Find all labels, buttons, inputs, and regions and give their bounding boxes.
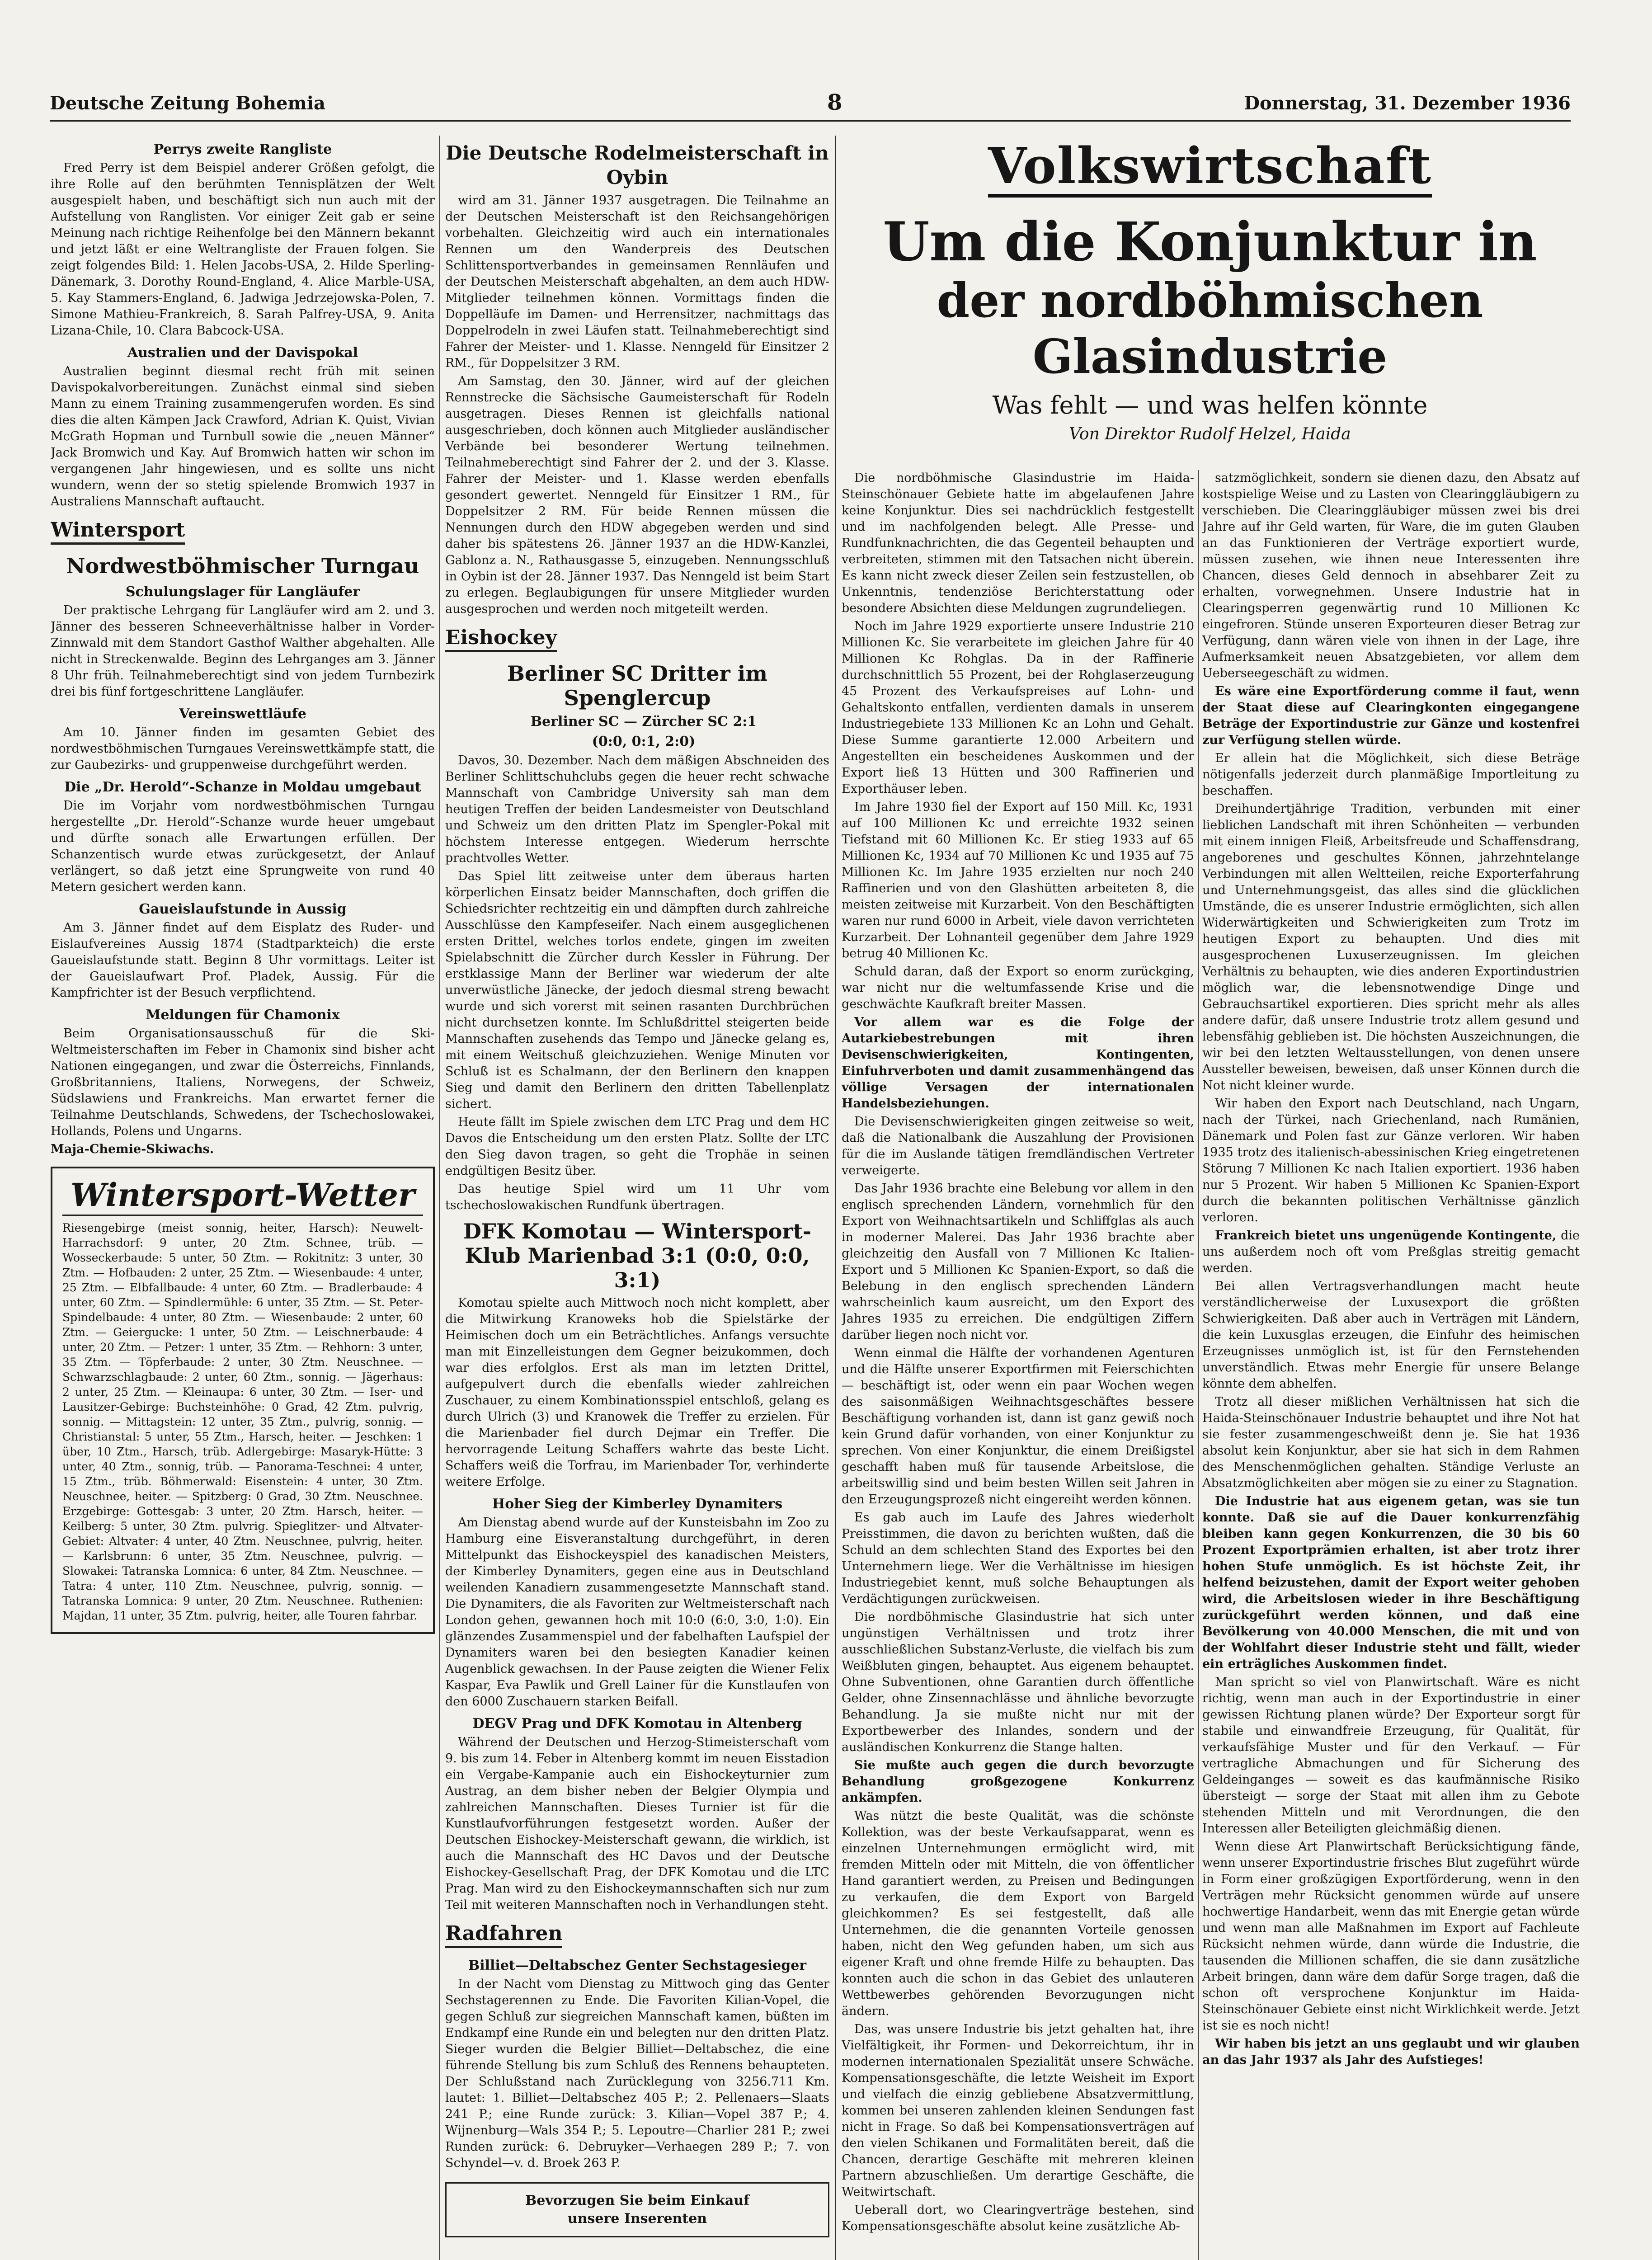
article-text: Er allein hat die Möglichkeit, sich diese Beträge nötigenfalls jederzeit durch planmäßige Importleitung zu beschaffen. <box>1202 751 1580 798</box>
article-text-bold: Vor allem war es die Folge der Autarkiebestrebungen mit ihren Devisenschwierigkeiten, Kontingenten, Einfuhrverboten und damit zusammenhängend das völlige Versagen der internationalen Handelsbeziehungen. <box>842 1015 1194 1111</box>
article-text: Das heutige Spiel wird um 11 Uhr vom tschechoslowakischen Rundfunk übertragen. <box>445 1182 829 1212</box>
article-heading: Gaueislaufstunde in Aussig <box>139 901 347 917</box>
section-heading-radfahren: Radfahren <box>445 1921 562 1948</box>
article-subheading: Billiet—Deltabschez Genter Sechstagesieger <box>468 1958 807 1973</box>
article-text: Es gab auch im Laufe des Jahres wiederholt Preisstimmen, die davon zu berichten wußten, daß die Schuld an dem schlechten Stand des Exportes bei den Unternehmern liege. Wer die Verhältnisse im hiesigen Industriegebiet kennt, muß solche Behauptungen als Verdächtigungen zurückweisen. <box>842 1511 1194 1606</box>
article-text: Wenn diese Art Planwirtschaft Berücksichtigung fände, wenn unserer Exportindustrie frisches Blut zugeführt würde in Form einer großzügigen Exportförderung, wenn in den Verträgen mehr Rücksicht genommen würde auf unsere hochwertige Handarbeit, wenn das mit Energie getan würde und wenn man alle Maßnahmen im Export auf Fachleute Rücksicht nehmen würde, dann würde die Industrie, die tausenden die Millionen schaffen, die sie dann zusätzliche Arbeit bringen, dann wäre dem dafür Sorge tragen, daß die schon oft versprochene Konjunktur im Haida-Steinschönauer Gebiete einst nicht Wirklichkeit werde. Jetzt ist sie es noch nicht! <box>1202 1840 1580 2033</box>
article-text: Das, was unsere Industrie bis jetzt gehalten hat, ihre Vielfältigkeit, ihr Formen- und Dekorreichtum, ihr in modernen internationalen Spezialität unsere Schwäche. Kompensationsgeschäfte, die letzte Weisheit im Export und vielfach die einzig gebliebene Absatzvermittlung, kommen bei unseren zahlenden kleinen Sendungen fast nicht in Frage. So daß bei Kompensationsverträgen auf den vielen Schikanen und Formalitäten bereit, daß die Chancen, derartige Geschäfte mit mehreren kleinen Partnern abzuschließen. Um derartige Geschäfte, die Weitwirtschaft. <box>842 2022 1194 2199</box>
article-text: Davos, 30. Dezember. Nach dem mäßigen Abschneiden des Berliner Schlittschuhclubs gegen die heuer recht schwache Mannschaft von Cambridge University sah man dem heutigen Treffen der beiden Landesmeister von Deutschland und Schweiz um den dritten Platz im Spengler-Pokal mit höchstem Interesse entgegen. Wiederum herrschte prachtvolles Wetter. <box>445 753 829 865</box>
article-text: Ueberall dort, wo Clearingverträge bestehen, sind Kompensationsgeschäfte absolut keine zusätzliche Ab- <box>842 2203 1194 2233</box>
column-rule <box>835 136 836 2260</box>
article-heading: Hoher Sieg der Kimberley Dynamiters <box>492 1496 783 1512</box>
article-text: wird am 31. Jänner 1937 ausgetragen. Die Teilnahme an der Deutschen Meisterschaft ist den Reichsangehörigen vorbehalten. Gleichzeitig wird auch ein internationales Rennen um den Wanderpreis des Deutschen Schlittensportverbandes in gemeinsamen Rennläufen und der Deutschen Meisterschaft abgehalten, an dem auch HDW-Mitglieder teilnehmen können. Vormittags finden die Doppelläufe im Damen- und Herrensitzer, nachmittags das Doppelrodeln in zwei Läufen statt. Teilnahmeberechtigt sind Fahrer der Meister- und 1. Klasse. Nenngeld für Einsitzer 2 RM., für Doppelsitzer 3 RM. <box>445 193 829 370</box>
newspaper-name: Deutsche Zeitung Bohemia <box>50 93 325 114</box>
article-text: Die nordböhmische Glasindustrie hat sich unter ungünstigen Verhältnissen und trotz ihrer ausschließlichen Substanz-Verluste, die vielfach bis zum Weißbluten gingen, behauptet. Aus eigenem behauptet. Ohne Subventionen, ohne Garantien durch öffentliche Gelder, ohne Zinsennachlässe und ähnliche bevorzugte Behandlung. Ja sie mußte nicht nur mit der Exportbewerber des Inlandes, sondern und der ausländischen Konkurrenz die Stange halten. <box>842 1610 1194 1754</box>
article-closing-bold: Wir haben bis jetzt an uns geglaubt und wir glauben an das Jahr 1937 als Jahr des Aufstieges! <box>1202 2037 1580 2067</box>
article-text: Das Spiel litt zeitweise unter dem überaus harten körperlichen Einsatz beider Mannschaften, doch griffen die Schiedsrichter rechtzeitig ein und dämpften durch zahlreiche Ausschlüsse den Kampfeseifer. Nach einem ausgeglichenen ersten Drittel, welches torlos endete, gingen im zweiten Spielabschnitt die Zürcher durch Kessler in Führung. Der erstklassige Mann der Berliner war wiederum der alte unverwüstliche Jänecke, der jedoch diesmal streng bewacht wurde und sich vorerst mit seinen rasanten Durchbrüchen nicht durchsetzen konnte. Im Schlußdrittel steigerten beide Mannschaften zusehends das Tempo und Jänecke gelang es, mit einem Weitschuß gleichzuziehen. Wenige Minuten vor Schluß ist es Schalmann, der den Berlinern den knappen Sieg und damit den Berlinern den dritten Tabellenplatz sichert. <box>445 869 829 1111</box>
article-text-bold: Es wäre eine Exportförderung comme il faut, wenn der Staat diese auf Clearingkonten eingegangene Beträge der Exportindustrie zur Gänze und kostenfrei zur Verfügung stellen würde. <box>1202 684 1580 747</box>
article-text: Der praktische Lehrgang für Langläufer wird am 2. und 3. Jänner des besseren Schneeverhältnisse halber in Vorder-Zinnwald mit dem Standort Gasthof Walther abgehalten. Alle nicht in Streckenwalde. Beginn des Lehrganges am 3. Jänner 8 Uhr früh. Teilnahmeberechtigt sind von jedem Turnbezirk drei bis fünf fortgeschrittene Langläufer. <box>51 603 435 699</box>
article-text: Man spricht so viel von Planwirtschaft. Wäre es nicht richtig, wenn man auch in der Exportindustrie in einer gewissen Richtung planen würde? Der Exporteur sorgt für stabile und einwandfreie Erzeugung, für Qualität, für verkaufsfähige Muster und für den Verkauf. — Für vertragliche Abmachungen und für Sicherung des Geldeinganges — soweit es das kaufmännische Risiko übersteigt — sorge der Staat mit allen ihm zu Gebote stehenden Mitteln und mit Verordnungen, die den Interessen aller Beteiligten gleichmäßig dienen. <box>1202 1675 1580 1836</box>
article-text: Fred Perry ist dem Beispiel anderer Größen gefolgt, die ihre Rolle auf den berühmten Tennisplätzen der Welt ausgespielt haben, und beschäftigt sich nun auch mit der Aufstellung von Ranglisten. Vor einiger Zeit gab er seine Meinung nach richtige Reihenfolge bei den Männern bekannt und jetzt läßt er eine Weltrangliste der Frauen folgen. Sie zeigt folgendes Bild: 1. Helen Jacobs-USA, 2. Hilde Sperling-Dänemark, 3. Dorothy Round-England, 4. Alice Marble-USA, 5. Kay Stammers-England, 6. Jadwiga Jedrzejowska-Polen, 7. Simone Mathieu-Frankreich, 8. Sarah Palfrey-USA, 9. Anita Lizana-Chile, 10. Clara Babcock-USA. <box>51 161 435 338</box>
economy-banner <box>842 138 1578 445</box>
article-text: Im Jahre 1930 fiel der Export auf 150 Mill. Kc, 1931 auf 100 Millionen Kc und erreichte 1932 seinen Tiefstand mit 60 Millionen Kc. Er stieg 1933 auf 65 Millionen Kc, 1934 auf 70 Millionen Kc und 1935 auf 75 Millionen Kc. Im Jahre 1935 erzielten nur noch 240 Raffinerien und von den Glashütten arbeiteten 8, die meisten zeitweise mit Kurzarbeit. Von den Beschäftigten waren nur rund 6000 in Arbeit, viele davon verrichteten Kurzarbeit. Der Lohnanteil gegenüber dem Jahre 1929 betrug 40 Millionen Kc. <box>842 800 1194 960</box>
main-headline: Um die Konjunktur in <box>883 210 1537 273</box>
article-heading: Nordwestböhmischer Turngau <box>66 554 419 578</box>
article-heading: DFK Komotau — Wintersport-Klub Marienbad 3:1 (0:0, 0:0, 3:1) <box>463 1219 811 1292</box>
column-3 <box>842 470 1194 2260</box>
article-text: In der Nacht vom Dienstag zu Mittwoch ging das Genter Sechstagerennen zu Ende. Die Favoriten Kilian-Vopel, die gegen Schluß zur siegreichen Mannschaft kamen, büßten im Endkampf eine Runde ein und belegten nur den dritten Platz. Sieger wurden die Belgier Billiet—Deltabschez, die eine führende Stellung bis zum Schluß des Rennens behaupteten. Der Schlußstand nach Zurücklegung von 3256.711 Km. lautet: 1. Billiet—Deltabschez 405 P.; 2. Pellenaers—Slaats 241 P.; eine Runde zurück: 3. Kilian—Vopel 387 P.; 4. Wijnenburg—Wals 354 P.; 5. Lepoutre—Charlier 281 P.; zwei Runden zurück: 6. Debruyker—Verhaegen 289 P.; 7. von Schyndel—v. d. Broek 263 P. <box>445 1977 829 2170</box>
column-1 <box>51 136 435 2260</box>
article-subheading: Schulungslager für Langläufer <box>125 584 360 600</box>
column-rule <box>439 136 440 2260</box>
score-detail: (0:0, 0:1, 2:0) <box>592 734 696 749</box>
article-text: Dreihundertjährige Tradition, verbunden mit einer lieblichen Landschaft mit ihren Schönheiten — verbunden mit einem innigen Fleiß, Arbeitsfreude und Schaffensdrang, angeborenes und geschultes Können, jahrzehntelange Verbindungen mit allen Weltteilen, reiche Exporterfahrung und Unternehmungsgeist, das alles sind die glücklichen Umstände, die es unserer Industrie ermöglichten, sich allen Widerwärtigkeiten und Schwierigkeiten zum Trotz im heutigen Export zu behaupten. Und dies mit ausgesprochenen Luxuserzeugnissen. Im gleichen Verhältnis zu behaupten, wie dies anderen Exportindustrien möglich war, die lebensnotwendige Dinge und Gebrauchsartikel exportieren. Dies spricht mehr als alles andere dafür, daß unsere Industrie trotz allem gesund und lebensfähig geblieben ist. Die höchsten Auszeichnungen, die wir bei den letzten Weltausstellungen, von denen unsere Aussteller beweisen, beweisen, daß unser Können durch die Not nicht kleiner wurde. <box>1202 802 1580 1092</box>
weather-title: Wintersport-Wetter <box>62 1176 423 1216</box>
article-text: Australien beginnt diesmal recht früh mit seinen Davispokalvorbereitungen. Zunächst einmal sind sieben Mann zu einem Training zusammengerufen worden. Es sind dies die alten Kämpen Jack Crawford, Adrian K. Quist, Vivian McGrath Hopman und Turnbull sowie die „neuen Männer“ Jack Bromwich und Kay. Auf Bromwich hatten wir schon im vergangenen Jahr hingewiesen, und es sollte uns nicht wundern, wenn der so stetig spielende Bromwich 1937 in Australiens Mannschaft auftaucht. <box>51 364 435 508</box>
article-text: Die nordböhmische Glasindustrie im Haida-Steinschönauer Gebiete hatte im abgelaufenen Jahre keine Konjunktur. Dies sei nachdrücklich festgestellt und im nachfolgenden belegt. Alle Presse- und Rundfunknachrichten, die das Gegenteil behaupten und verbreiteten, stimmen mit den Tatsachen nicht überein. Es kann nicht zweck dieser Zeilen sein festzustellen, ob Unkenntnis, tendenziöse Berichterstattung oder besondere Absichten diese Meldungen zugrundeliegen. <box>842 471 1194 615</box>
article-text: Die im Vorjahr vom nordwestböhmischen Turngau hergestellte „Dr. Herold“-Schanze wurde heuer umgebaut und dürfte sonach alle Erwartungen erfüllen. Der Schanzentisch wurde etwas zurückgesetzt, der Anlauf verlängert, so daß jetzt eine Sprungweite von rund 40 Metern gesichert werden kann. <box>51 799 435 894</box>
page-number: 8 <box>827 90 842 115</box>
article-heading: Australien und der Davispokal <box>127 345 358 361</box>
article-heading: Die „Dr. Herold“-Schanze in Moldau umgebaut <box>64 779 421 795</box>
article-heading: Perrys zweite Rangliste <box>153 141 332 157</box>
article-text: satzmöglichkeit, sondern sie dienen dazu, den Absatz auf kostspielige Weise und zu Lasten von Clearinggläubigern zu verschieben. Die Clearinggläubiger müssen zwei bis drei Jahre auf ihr Geld warten, für Ware, die im guten Glauben an das Funktionieren der Verträge exportiert wurde, müssen zusehen, wie ihnen neue Interessenten ihre Chancen, dieses Geld dennoch in absehbarer Zeit zu erhalten, vorwegnehmen. Unsere Industrie hat in Clearingsperren gegenwärtig rund 10 Millionen Kc eingefroren. Stünde unseren Exporteuren dieser Betrag zur Verfügung, dann wären viele von ihnen in der Lage, ihre Aufmerksamkeit neuen Absatzgebieten, vor allem dem Ueberseegeschäft zu widmen. <box>1202 471 1580 680</box>
article-text: Bei allen Vertragsverhandlungen macht heute verständlicherweise der Luxusexport die größten Schwierigkeiten. Daß aber auch in Verträgen mit Ländern, die kein Luxusglas erzeugen, die Einfuhr des heimischen Erzeugnisses unmöglich ist, ist für den Fernstehenden unverständlich. Etwas mehr Energie für unsere Belange könnte dem abhelfen. <box>1202 1279 1580 1391</box>
article-text: Was nützt die beste Qualität, was die schönste Kollektion, was der beste Verkaufsapparat, wenn es einzelnen Unternehmungen ermöglicht wird, mit fremden Mitteln oder mit Mitteln, die von öffentlicher Hand garantiert werden, zu Preisen und Bedingungen zu verkaufen, die dem Export von Bargeld gleichkommen? Es sei festgestellt, daß alle Unternehmen, die die genannten Vorteile genossen haben, nicht den Weg gefunden haben, um sich aus eigener Kraft und ohne fremde Hilfe zu behaupten. Das konnten auch die schon in das Gebiet des unlauteren Wettbewerbes gehörenden Bevorzugungen nicht ändern. <box>842 1809 1194 2018</box>
article-heading: DEGV Prag und DFK Komotau in Altenberg <box>472 1716 802 1732</box>
article-text <box>1202 1228 1580 1276</box>
ad-line: unsere Inserenten <box>567 2211 707 2227</box>
section-heading-wintersport: Wintersport <box>51 518 185 545</box>
article-text: Während der Deutschen und Herzog-Stimeisterschaft vom 9. bis zum 14. Feber in Altenberg kommt im neuen Eisstadion ein Vergabe-Kampanie auch ein Eishockeyturnier zum Austrag, an dem bisher neben der Belgier Olympia und zahlreichen Mannschaften. Dieses Turnier ist für die Kunstlaufvorführungen festgesetzt worden. Außer der Deutschen Eishockey-Meisterschaft gewann, die wirklich, ist auch die Mannschaft des HC Davos und der Deutsche Eishockey-Gesellschaft Prag, der DFK Komotau und die LTC Prag. Man wird zu den Eishockeymannschaften sich nur zum Teil mit weiteren Mannschaften noch in Verhandlungen steht. <box>445 1735 829 1912</box>
article-text: Das Jahr 1936 brachte eine Belebung vor allem in den englisch sprechenden Ländern, vornehmlich für den Export von Weihnachtsartikeln und Schliffglas als auch in moderner Malerei. Das Jahr 1936 brachte aber gleichzeitig den Ausfall von 7 Millionen Kc Italien-Export und 5 Millionen Kc Spanien-Export, so daß die Belebung in den englisch sprechenden Ländern wahrscheinlich kaum ausreicht, um den Export des Jahres 1935 zu erreichen. Die endgültigen Ziffern darüber liegen noch nicht vor. <box>842 1182 1194 1342</box>
subheadline: Was fehlt — und was helfen könnte <box>992 391 1428 419</box>
article-text-bold: Sie mußte auch gegen die durch bevorzugte Behandlung großgezogene Konkurrenz ankämpfen. <box>842 1758 1194 1805</box>
byline: Von Direktor Rudolf Helzel, Haida <box>1069 425 1351 443</box>
advertising-box <box>445 2182 829 2237</box>
article-text: Am Dienstag abend wurde auf der Kunsteisbahn im Zoo zu Hamburg eine Eisveranstaltung durchgeführt, in deren Mittelpunkt das Eishockeyspiel des kanadischen Meisters, der Kimberley Dynamiters, gegen eine aus in Deutschland weilenden Kanadiern zusammengesetzte Mannschaft stand. Die Dynamiters, die als Favoriten zur Weltmeisterschaft nach London gehen, gewannen hoch mit 10:0 (6:0, 3:0, 1:0). Ein glänzendes Zusammenspiel und der fabelhaften Laufspiel der Dynamiters waren bei den besiegten Kanadier keinen Augenblick gewachsen. In der Pause zeigten die Wiener Felix Kaspar, Eva Pawlik und Grell Lainer für die Kunstlaufen von den 6000 Zuschauern starken Beifall. <box>445 1516 829 1709</box>
article-text: Beim Organisationsausschuß für die Ski-Weltmeisterschaften im Feber in Chamonix sind bisher acht Nationen eingegangen, und zwar die Österreichs, Finnlands, Großbritanniens, Italiens, Norwegens, der Schweiz, Südslawiens und Frankreichs. Man erwartet ferner die Teilnahme Deutschlands, Schwedens, der Tschechoslowakei, Hollands, Polens und Ungarns. <box>51 1026 435 1138</box>
column-4 <box>1202 470 1580 2260</box>
article-text: Heute fällt im Spiele zwischen dem LTC Prag und dem HC Davos die Entscheidung um den ersten Platz. Sollte der LTC den Sieg davon tragen, so geht die Trophäe in seinen endgültigen Besitz über. <box>445 1115 829 1178</box>
issue-date: Donnerstag, 31. Dezember 1936 <box>1244 93 1571 114</box>
article-heading: Vereinswettläufe <box>179 706 306 722</box>
article-text: Noch im Jahre 1929 exportierte unsere Industrie 210 Millionen Kc. Sie verarbeitete im gleichen Jahre für 40 Millionen Kc Rohglas. Da in der Raffinerie durchschnittlich 55 Prozent, bei der Rohglaserzeugung 45 Prozent des Verkaufspreises auf Lohn- und Gehaltskonto entfallen, verdienten damals in unserem Industriegebiete 133 Millionen Kc an Lohn und Gehalt. Diese Summe garantierte 12.000 Arbeitern und Angestellten ein bescheidenes Auskommen und der Export ließ 13 Hütten und 300 Raffinerien und Exporthäuser leben. <box>842 619 1194 796</box>
article-text: Wenn einmal die Hälfte der vorhandenen Agenturen und die Hälfte unserer Exportfirmen mit Feierschichten — beschäftigt ist, oder wenn ein paar Wochen wegen des saisonmäßigen Weihnachtsgeschäftes bessere Beschäftigung vorhanden ist, dann ist ganz gewiß noch kein Grund dafür vorhanden, von einer Konjunktur zu sprechen. Von einer Konjunktur, die einem Dreißigstel geschafft haben muß für tausende Arbeitslose, die arbeitswillig sind und beim besten Willen seit Jahren in den Erzeugungsprozeß nicht eingereiht werden können. <box>842 1346 1194 1507</box>
ad-line: Bevorzugen Sie beim Einkauf <box>525 2193 750 2208</box>
article-text: Wir haben den Export nach Deutschland, nach Ungarn, nach der Türkei, nach Griechenland, nach Rumänien, Dänemark und Polen fast zur Gänze verloren. Wir haben 1935 trotz des italienisch-abessinischen Krieg eingetretenen Störung 7 Millionen Kc nach Italien exportiert. 1936 haben nur 5 Prozent. Wir haben 5 Millionen Kc Spanien-Export durch die bekannten politischen Verhältnisse gänzlich verloren. <box>1202 1097 1580 1224</box>
article-text-span: die uns außerdem noch oft vom Preßglas streitig gemacht werden. <box>1202 1229 1580 1275</box>
article-text-bold: Die Industrie hat aus eigenem getan, was sie tun konnte. Daß sie auf die Dauer konkurrenzfähig bleiben kann gegen Konkurrenzen, die 30 bis 60 Prozent Exportprämien erhalten, ist aber trotz ihrer hohen Stufe unmöglich. Es ist höchste Zeit, ihr helfend beizustehen, damit der Export weiter gehoben wird, die Arbeitslosen wieder in ihre Beschäftigung zurückgeführt werden können, und daß eine Bevölkerung von 40.000 Menschen, die mit und von der Wohlfahrt dieser Industrie steht und fällt, wieder ein erträgliches Auskommen findet. <box>1202 1494 1580 1671</box>
weather-text: Riesengebirge (meist sonnig, heiter, Harsch): Neuwelt-Harrachsdorf: 9 unter, 20 Ztm. Schnee, trüb. — Wosseckerbaude: 5 unter, 50 Ztm. — Rokitnitz: 3 unter, 30 Ztm. — Hofbauden: 2 unter, 25 Ztm. — Wiesenbaude: 4 unter, 25 Ztm. — Elbfallbaude: 4 unter, 60 Ztm. — Bradlerbaude: 4 unter, 60 Ztm. — Spindlermühle: 6 unter, 35 Ztm. — St. Peter-Spindelbaude: 4 unter, 80 Ztm. — Wiesenbaude: 2 unter, 60 Ztm. — Geiergucke: 1 unter, 50 Ztm. — Leischnerbaude: 4 unter, 20 Ztm. — Petzer: 1 unter, 35 Ztm. — Rehhorn: 3 unter, 35 Ztm. — Töpferbaude: 2 unter, 30 Ztm. Neuschnee. — Schwarzschlagbaude: 2 unter, 60 Ztm., sonnig. — Jägerhaus: 2 unter, 25 Ztm. — Kleinaupa: 6 unter, 30 Ztm. — Iser- und Lausitzer-Gebirge: Buchsteinhöhe: 0 Grad, 42 Ztm. pulvrig, sonnig. — Mittagstein: 12 unter, 35 Ztm., pulvrig, sonnig. — Christianstal: 5 unter, 55 Ztm., Harsch, heiter. — Jeschken: 1 über, 10 Ztm., Harsch, trüb. Adlergebirge: Masaryk-Hütte: 3 unter, 40 Ztm., sonnig, trüb. — Panorama-Teschnei: 4 unter, 15 Ztm., trüb. Böhmerwald: Eisenstein: 4 unter, 30 Ztm. Neuschnee, heiter. — Spitzberg: 0 Grad, 30 Ztm. Neuschnee. Erzgebirge: Gottesgab: 3 unter, 20 Ztm. Harsch, heiter. — Keilberg: 5 unter, 30 Ztm. pulvrig. Spieglitzer- und Altvater-Gebiet: Altvater: 4 unter, 40 Ztm. Neuschnee, pulvrig, heiter. — Karlsbrunn: 6 unter, 35 Ztm. Neuschnee, pulvrig. — Slowakei: Tatranska Lomnica: 6 unter, 84 Ztm. Neuschnee. — Tatra: 4 unter, 110 Ztm. Neuschnee, pulvrig, sonnig. — Tatranska Lomnica: 9 unter, 20 Ztm. Neuschnee. Ruthenien: Majdan, 11 unter, 35 Ztm. pulvrig, heiter, alle Touren fahrbar. <box>62 1221 423 1622</box>
main-headline-line2: der nordböhmischen Glasindustrie <box>937 273 1483 384</box>
article-text: Die Devisenschwierigkeiten gingen zeitweise so weit, daß die Nationalbank die Auszahlung der Provisionen für die im Auslande tätigen fremdländischen Vertreter verweigerte. <box>842 1115 1194 1177</box>
article-text: Trotz all dieser mißlichen Verhältnissen hat sich die Haida-Steinschönauer Industrie behauptet und ihre Not hat sie fester zusammengeschweißt denn je. Sie hat 1936 absolut kein Konjunktur, aber sie hat sich in dem Rahmen des Menschenmöglichen gehalten. Ständige Verluste an Absatzmöglichkeiten aber mögen sie zu einer zu Stagnation. <box>1202 1395 1580 1490</box>
score-line: Berliner SC — Zürcher SC 2:1 <box>530 714 757 730</box>
section-heading-eishockey: Eishockey <box>445 626 557 652</box>
article-text-bold: Frankreich bietet uns ungenügende Kontingente, <box>1215 1229 1557 1243</box>
article-heading: Die Deutsche Rodelmeisterschaft in Oybin <box>446 142 829 188</box>
article-text: Am 3. Jänner findet auf dem Eisplatz des Ruder- und Eislaufvereines Aussig 1874 (Stadtparkteich) die erste Gaueislaufstunde statt. Beginn 8 Uhr vormittags. Leiter ist der Gaueislaufwart Prof. Pladek, Aussig. Für die Kampfrichter ist der Besuch verpflichtend. <box>51 921 435 1000</box>
article-text: Komotau spielte auch Mittwoch noch nicht komplett, aber die Mitwirkung Kranoweks hob die Spielstärke der Heimischen doch um ein Beträchtliches. Anfangs versuchte man mit Einzelleistungen dem Gegner beizukommen, doch war dies erfolglos. Erst als man im letzten Drittel, aufgepulvert durch die ebenfalls wieder zahlreichen Zuschauer, zu einem Kombinationsspiel entschloß, gelang es durch Ulrich (3) und Kranowek die Treffer zu erzielen. Für die Marienbader fiel durch Dejmar ein Treffer. Die hervorragende Leitung Schaffers wahrte das beste Licht. Schaffers weiß die Torfrau, im Marienbader Tor, verhinderte weitere Erfolge. <box>445 1296 829 1489</box>
masthead <box>50 90 1571 122</box>
article-text: Schuld daran, daß der Export so enorm zurückging, war nicht nur die weltumfassende Krise und die geschwächte Kaufkraft breiter Massen. <box>842 965 1194 1011</box>
weather-box <box>51 1167 435 1634</box>
article-text: Am 10. Jänner finden im gesamten Gebiet des nordwestböhmischen Turngaues Vereinswettkämpfe statt, die zur Gaubezirks- und gruppenweise durchgeführt werden. <box>51 725 435 772</box>
article-heading: Meldungen für Chamonix <box>146 1007 340 1023</box>
ad-note: Maja-Chemie-Skiwachs. <box>51 1142 214 1156</box>
column-2 <box>445 136 829 2260</box>
article-heading: Berliner SC Dritter im Spenglercup <box>507 661 767 710</box>
section-heading-volkswirtschaft: Volkswirtschaft <box>988 138 1432 198</box>
article-text: Am Samstag, den 30. Jänner, wird auf der gleichen Rennstrecke die Sächsische Gaumeisterschaft für Rodeln ausgetragen. Dieses Rennen ist gleichfalls national ausgeschrieben, doch können auch Mitglieder ausländischer Verbände bei besonderer Wertung teilnehmen. Teilnahmeberechtigt sind Fahrer der 2. und der 3. Klasse. Fahrer der Meister- und 1. Klasse werden ebenfalls gesondert gewertet. Nenngeld für Einsitzer 1 RM., für Doppelsitzer 2 RM. Für beide Rennen müssen die Nennungen durch den HDW abgegeben werden und sind daher bis spätestens 26. Jänner 1937 an die HDW-Kanzlei, Gablonz a. N., Rathausgasse 5, einzugeben. Nennungsschluß in Oybin ist der 28. Jänner 1937. Das Nenngeld ist beim Start zu erlegen. Beglaubigungen für unsere Mitglieder wurden ausgesprochen und werden noch mitgeteilt werden. <box>445 374 829 616</box>
column-rule <box>1198 470 1199 2260</box>
